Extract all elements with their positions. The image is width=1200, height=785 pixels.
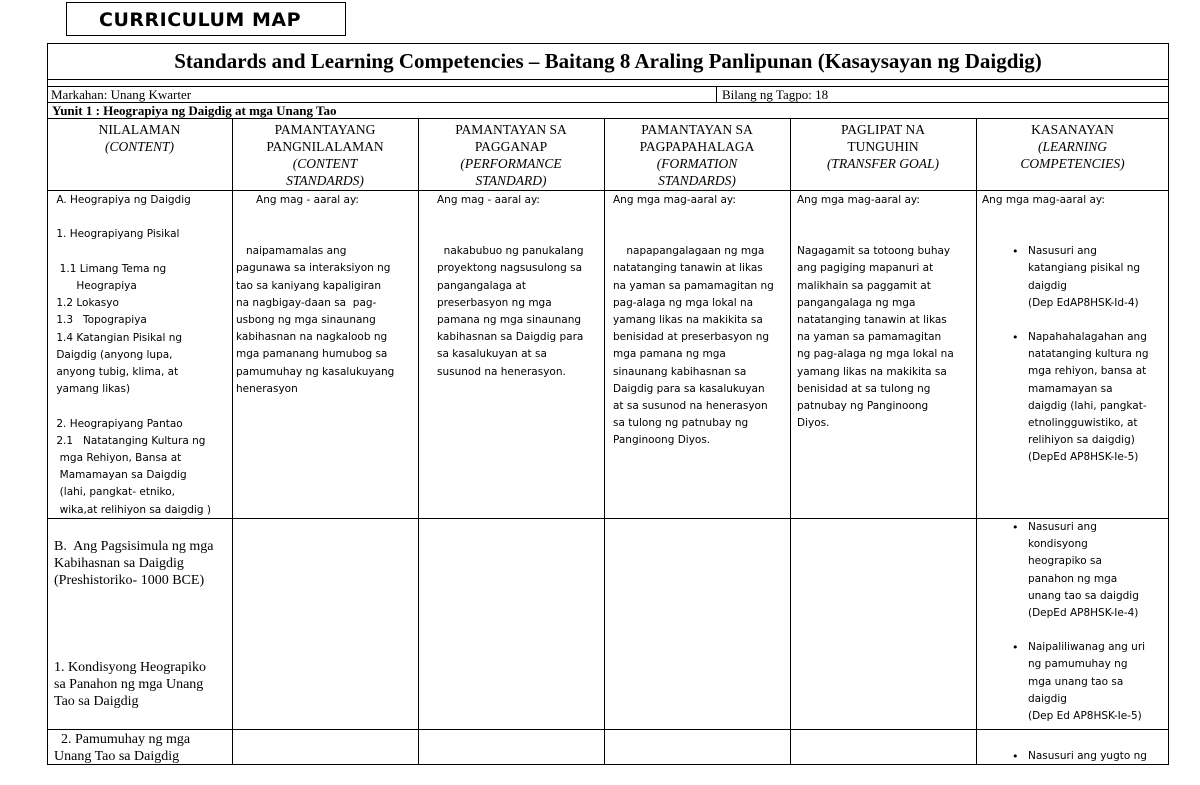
- cell-line: mga Rehiyon, Bansa at: [53, 452, 182, 465]
- competency-line: Napahahalagahan ang: [1028, 331, 1147, 344]
- bilang-label: Bilang ng Tagpo:: [722, 87, 812, 102]
- header-line: (PERFORMANCE: [460, 156, 562, 171]
- header-line: PAGLIPAT NA: [841, 122, 925, 137]
- cell-line: pangangalaga at: [437, 279, 526, 292]
- cell-line: sa kasalukuyan at sa: [437, 348, 547, 361]
- row2-divider: [47, 729, 1169, 730]
- competency-line: Nasusuri ang yugto ng: [1028, 750, 1147, 762]
- competency-line: etnolingguwistiko, at: [1028, 417, 1138, 430]
- row1-competencies-cell: [982, 192, 1167, 467]
- competency-line: mga unang tao sa: [1028, 675, 1124, 688]
- bullet-icon: •: [1012, 521, 1019, 534]
- header-line: STANDARD): [475, 173, 547, 188]
- cell-line: natatanging tanawin at likas: [797, 314, 947, 327]
- row1-formation-cell: [613, 192, 789, 450]
- cell-line: nakabubuo ng panukalang: [437, 245, 584, 258]
- row3-competencies-cell: [982, 748, 1167, 765]
- header-content: [47, 121, 232, 155]
- page-title: Standards and Learning Competencies – Baitang 8 Araling Panlipunan (Kasaysayan ng Daigdig): [47, 44, 1169, 80]
- competency-line: (Dep Ed AP8HSK-Ie-5): [1028, 710, 1142, 723]
- markahan-divider: [716, 87, 717, 102]
- markahan: [51, 87, 191, 102]
- cell-line: anyong tubig, klima, at: [53, 366, 179, 379]
- cell-line: sa Panahon ng mga Unang: [54, 677, 204, 692]
- competency-line: mga rehiyon, bansa at: [1028, 365, 1147, 378]
- cell-line: Panginoong Diyos.: [613, 434, 711, 447]
- competency-line: katangiang pisikal ng: [1028, 262, 1141, 275]
- cell-line: natatanging tanawin at likas: [613, 262, 763, 275]
- competency-line: panahon ng mga: [1028, 572, 1118, 585]
- competency-line: daigdig: [1028, 692, 1067, 705]
- cell-line: pangangalaga ng mga: [797, 296, 916, 309]
- competency-line: heograpiko sa: [1028, 555, 1102, 568]
- header-line: (LEARNING: [1038, 139, 1107, 154]
- bullet-icon: •: [1012, 750, 1019, 763]
- cell-line: na yaman sa pamamagitan: [797, 331, 942, 344]
- doc-label: CURRICULUM MAP: [66, 2, 346, 36]
- cell-line: 1.2 Lokasyo: [53, 297, 119, 310]
- cell-line: benisidad at sa tulong ng: [797, 382, 931, 395]
- cell-line: 1.3 Topograpiya: [53, 314, 147, 327]
- cell-line: Diyos.: [797, 417, 830, 430]
- bullet-icon: •: [1012, 331, 1019, 345]
- cell-line: patnubay ng Panginoong: [797, 400, 929, 413]
- competency-line: ng pamumuhay ng: [1028, 658, 1128, 671]
- competency-line: daigdig: [1028, 279, 1067, 292]
- competency-line: daigdig (lahi, pangkat-: [1028, 399, 1147, 412]
- cell-line: 2. Heograpiyang Pantao: [53, 417, 183, 430]
- markahan-row: [47, 86, 1169, 103]
- competency-line: Naipaliliwanag ang uri: [1028, 641, 1146, 654]
- cell-line: 1.1 Limang Tema ng: [53, 262, 167, 275]
- competency-line: natatanging kultura ng: [1028, 348, 1149, 361]
- header-line: (CONTENT): [104, 139, 175, 154]
- header-line: STANDARDS): [658, 173, 736, 188]
- row1-content-cell: [53, 192, 231, 519]
- header-content-standards: [232, 121, 418, 189]
- header-line: PAMANTAYANG: [274, 122, 376, 137]
- competency-line: relihiyon sa daigdig): [1028, 434, 1135, 447]
- cell-line: wika,at relihiyon sa daigdig ): [53, 503, 211, 516]
- cell-line: yamang likas na makikita sa: [613, 314, 763, 327]
- header-competencies: [976, 121, 1169, 172]
- cell-line: pamana ng mga sinaunang: [437, 314, 582, 327]
- cell-line: na nagbigay-daan sa pag-: [236, 296, 377, 309]
- cell-line: ng pag-alaga ng mga lokal na: [797, 348, 954, 361]
- cell-line: yamang likas): [53, 383, 131, 396]
- header-performance: [418, 121, 604, 189]
- competency-item: [982, 748, 1167, 765]
- cell-line: mga pamanang humubog sa: [236, 348, 388, 361]
- markahan-label: Markahan:: [51, 87, 108, 102]
- cell-line: kabihasnan sa Daigdig para: [437, 331, 584, 344]
- competency-item: [982, 519, 1167, 622]
- cell-line: B. Ang Pagsisimula ng mga: [54, 539, 214, 554]
- row1-content-standards-cell: [236, 192, 416, 398]
- cell-line: Unang Tao sa Daigdig: [54, 749, 180, 764]
- cell-line: 1.4 Katangian Pisikal ng: [53, 331, 183, 344]
- header-divider: [47, 190, 1169, 191]
- header-line: (CONTENT: [292, 156, 358, 171]
- cell-line: ang pagiging mapanuri at: [797, 262, 934, 275]
- cell-intro: Ang mag - aaral ay:: [236, 194, 359, 206]
- cell-line: tao sa kaniyang kapaligiran: [236, 279, 382, 292]
- cell-line: sa tulong ng patnubay ng: [613, 417, 749, 430]
- cell-line: pagunawa sa interaksiyon ng: [236, 262, 391, 275]
- cell-line: preserbasyon ng mga: [437, 296, 552, 309]
- cell-line: at sa susunod na henerasyon: [613, 400, 768, 413]
- cell-line: 2. Pamumuhay ng mga: [54, 732, 191, 747]
- competency-line: (DepEd AP8HSK-Ie-5): [1028, 451, 1139, 464]
- competency-line: unang tao sa daigdig: [1028, 589, 1139, 602]
- cell-line: usbong ng mga sinaunang: [236, 314, 376, 327]
- row1-transfer-cell: [797, 192, 973, 432]
- cell-intro: Ang mga mag-aaral ay:: [982, 194, 1105, 206]
- row2-content-top: [54, 538, 232, 589]
- cell-intro: Ang mag - aaral ay:: [437, 194, 540, 206]
- header-transfer: [790, 121, 976, 172]
- cell-line: [53, 244, 231, 261]
- bullet-icon: •: [1012, 245, 1019, 259]
- row2-competencies-cell: [982, 519, 1167, 725]
- header-formation: [604, 121, 790, 189]
- competency-line: mamamayan sa: [1028, 382, 1113, 395]
- cell-line: Daigdig (anyong lupa,: [53, 348, 173, 361]
- header-line: (TRANSFER GOAL): [826, 156, 940, 171]
- competency-line: Nasusuri ang: [1028, 521, 1097, 533]
- cell-line: A. Heograpiya ng Daigdig: [53, 194, 191, 206]
- header-line: COMPETENCIES): [1020, 156, 1125, 171]
- cell-intro: Ang mga mag-aaral ay:: [613, 194, 736, 206]
- competency-item: [982, 639, 1167, 725]
- bullet-icon: •: [1012, 641, 1019, 655]
- cell-line: 1. Kondisyong Heograpiko: [54, 660, 207, 675]
- cell-line: [53, 209, 231, 226]
- cell-line: 2.1 Natatanging Kultura ng: [53, 434, 206, 447]
- cell-line: mga pamana ng mga: [613, 348, 726, 361]
- cell-line: Nagagamit sa totoong buhay: [797, 245, 951, 258]
- col-divider-4: [790, 118, 791, 765]
- cell-line: susunod na henerasyon.: [437, 365, 566, 378]
- header-line: PANGNILALAMAN: [266, 139, 384, 154]
- cell-line: benisidad at preserbasyon ng: [613, 331, 770, 344]
- cell-line: napapangalagaan ng mga: [613, 245, 765, 258]
- header-line: (FORMATION: [656, 156, 738, 171]
- cell-line: pamumuhay ng kasalukuyang: [236, 365, 395, 378]
- cell-line: na yaman sa pamamagitan ng: [613, 279, 774, 292]
- col-divider-3: [604, 118, 605, 765]
- competency-item: [982, 243, 1167, 312]
- header-line: KASANAYAN: [1031, 122, 1114, 137]
- competency-line: (Dep EdAP8HSK-Id-4): [1028, 296, 1139, 309]
- cell-line: 1. Heograpiyang Pisikal: [53, 228, 180, 241]
- cell-line: Kabihasnan sa Daigdig: [54, 556, 184, 571]
- col-divider-1: [232, 118, 233, 765]
- header-line: NILALAMAN: [98, 122, 181, 137]
- cell-line: [53, 398, 231, 415]
- cell-line: Mamamayan sa Daigdig: [53, 469, 187, 482]
- cell-line: kabihasnan na nagkaloob ng: [236, 331, 388, 344]
- bilang: [722, 87, 828, 102]
- header-line: STANDARDS): [286, 173, 364, 188]
- competency-line: Nasusuri ang: [1028, 245, 1097, 258]
- header-line: PAGGANAP: [474, 139, 548, 154]
- row2-content-bottom: [54, 659, 232, 710]
- header-line: PAMANTAYAN SA: [455, 122, 567, 137]
- cell-line: sinaunang kabihasnan sa: [613, 365, 747, 378]
- cell-line: yamang likas na makikita sa: [797, 365, 947, 378]
- competency-line: (DepEd AP8HSK-Ie-4): [1028, 607, 1139, 620]
- yunit-divider: [47, 118, 1169, 119]
- cell-line: (Preshistoriko- 1000 BCE): [54, 573, 205, 588]
- cell-line: Daigdig para sa kasalukuyan: [613, 382, 765, 395]
- cell-line: Tao sa Daigdig: [54, 694, 139, 709]
- cell-line: proyektong nagsusulong sa: [437, 262, 583, 275]
- header-line: PAMANTAYAN SA: [641, 122, 753, 137]
- cell-line: henerasyon: [236, 382, 298, 395]
- row1-performance-cell: [437, 192, 602, 381]
- cell-intro: Ang mga mag-aaral ay:: [797, 194, 920, 206]
- col-divider-2: [418, 118, 419, 765]
- cell-line: pag-alaga ng mga lokal na: [613, 296, 754, 309]
- markahan-value: Unang Kwarter: [110, 87, 192, 102]
- header-line: PAGPAPAHALAGA: [639, 139, 755, 154]
- cell-line: naipamamalas ang: [236, 245, 347, 258]
- competency-item: [982, 329, 1167, 467]
- competency-line: kondisyong: [1028, 538, 1088, 551]
- cell-line: malikhain sa paggamit at: [797, 279, 931, 292]
- bilang-value: 18: [815, 87, 829, 102]
- yunit-label: Yunit 1 : Heograpiya ng Daigdig at mga Unang Tao: [52, 103, 337, 118]
- cell-line: Heograpiya: [53, 280, 137, 293]
- cell-line: (lahi, pangkat- etniko,: [53, 486, 175, 499]
- header-line: TUNGUHIN: [847, 139, 919, 154]
- row3-content: [54, 731, 232, 765]
- col-divider-5: [976, 118, 977, 765]
